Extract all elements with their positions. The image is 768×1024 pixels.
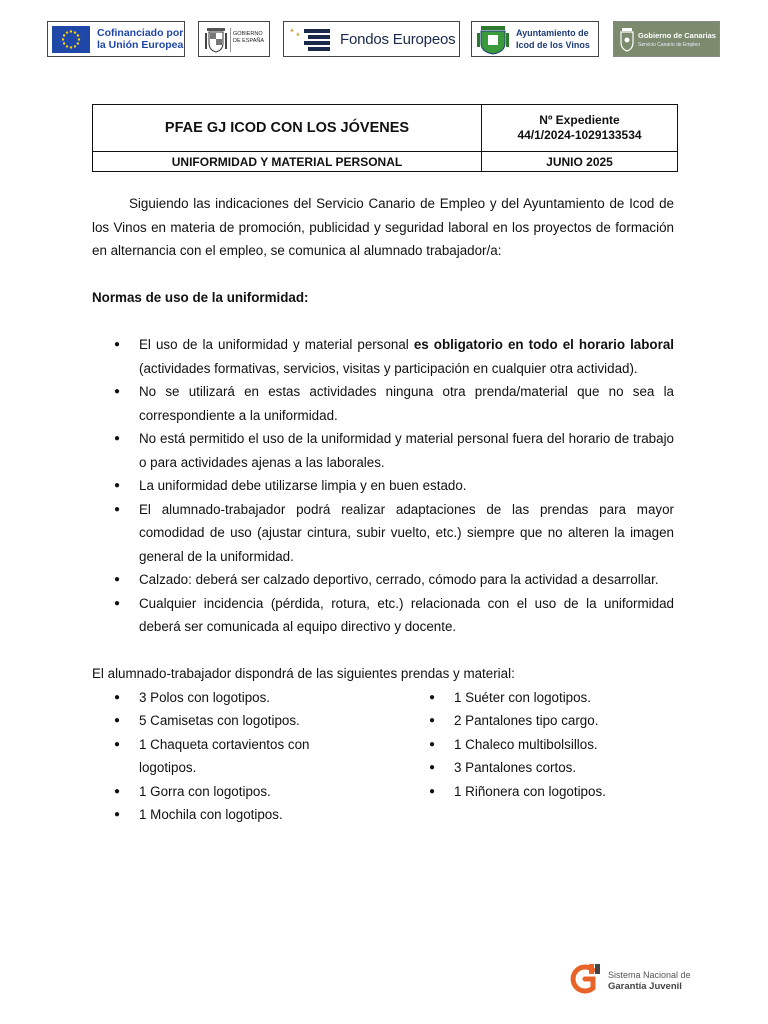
expediente-label: Nº Expediente — [539, 113, 620, 127]
footer-line1: Sistema Nacional de — [608, 970, 691, 980]
gobierno-espana-logo — [198, 21, 270, 57]
list-item: ● 1 Gorra con logotipos. — [92, 780, 339, 804]
icod-coat-of-arms-icon — [476, 25, 510, 55]
list-item: ● 1 Chaqueta cortavientos con logotipos. — [92, 733, 339, 780]
normas-list — [92, 333, 674, 639]
list-item: ● Calzado: deberá ser calzado deportivo, cerrado, cómodo para la actividad a desarrollar. — [92, 568, 674, 592]
expediente-number: 44/1/2024-1029133534 — [517, 128, 642, 142]
fondos-europeos-logo — [283, 21, 460, 57]
ayuntamiento-logo-text: Ayuntamiento de Icod de los Vinos — [516, 28, 590, 50]
eu-cofinanciado-logo — [47, 21, 185, 57]
garantia-juvenil-logo — [567, 962, 707, 996]
prendas-intro: El alumnado-trabajador dispondrá de las siguientes prendas y material: — [92, 666, 515, 681]
garantia-juvenil-mark-icon — [567, 962, 601, 996]
project-title: PFAE GJ ICOD CON LOS JÓVENES — [93, 105, 482, 152]
divider — [230, 28, 231, 52]
prendas-list-left — [92, 686, 407, 827]
prendas-columns — [92, 686, 674, 827]
canarias-logo-subtitle: Servicio Canario de Empleo — [638, 42, 700, 48]
normas-heading: Normas de uso de la uniformidad: — [92, 290, 309, 305]
list-item: ● 3 Polos con logotipos. — [92, 686, 339, 710]
list-item: ● No se utilizará en estas actividades ninguna otra prenda/material que no sea la correspondiente a la uniformidad. — [92, 380, 674, 427]
emphasis-text: es obligatorio en todo el horario laboral — [413, 337, 674, 352]
document-body — [92, 192, 674, 827]
eu-flag-icon — [52, 26, 90, 53]
list-item: ● La uniformidad debe utilizarse limpia y en buen estado. — [92, 474, 674, 498]
list-item: ● 3 Pantalones cortos. — [407, 756, 606, 780]
footer-line2: Garantía Juvenil — [608, 981, 682, 992]
list-item: ● No está permitido el uso de la uniformidad y material personal fuera del horario de trabajo o para actividades ajenas a las laborales. — [92, 427, 674, 474]
list-item: ● 1 Suéter con logotipos. — [407, 686, 606, 710]
logo-bar — [0, 21, 768, 59]
document-header-table — [92, 104, 678, 172]
document-subtitle: UNIFORMIDAD Y MATERIAL PERSONAL — [93, 152, 482, 172]
prendas-list-right — [407, 686, 606, 827]
fondos-logo-text: Fondos Europeos — [340, 31, 456, 48]
ayuntamiento-icod-logo — [471, 21, 599, 57]
canarias-logo-title: Gobierno de Canarias — [638, 31, 716, 40]
eu-logo-text: Cofinanciado por la Unión Europea — [97, 27, 184, 51]
expediente-cell — [482, 105, 678, 152]
fondos-europeos-mark-icon — [288, 26, 336, 54]
spain-coat-of-arms-icon — [205, 27, 227, 53]
list-item: ● Cualquier incidencia (pérdida, rotura, etc.) relacionada con el uso de la uniformidad deberá ser comunicada al equipo directivo y docente. — [92, 592, 674, 639]
list-item: ● 2 Pantalones tipo cargo. — [407, 709, 606, 733]
gobierno-logo-text: GOBIERNO DE ESPAÑA — [233, 31, 265, 44]
list-item: ● 1 Chaleco multibolsillos. — [407, 733, 606, 757]
document-date: JUNIO 2025 — [482, 152, 678, 172]
intro-paragraph: Siguiendo las indicaciones del Servicio Canario de Empleo y del Ayuntamiento de Icod de los Vinos en materia de promoción, publicidad y seguridad laboral en los proyectos de formación en alternancia con el empleo, se comunica al alumnado trabajador/a: — [92, 196, 674, 258]
gobierno-canarias-logo — [613, 21, 720, 57]
list-item: ● El alumnado-trabajador podrá realizar adaptaciones de las prendas para mayor comodidad de uso (ajustar cintura, subir vuelto, etc.) siempre que no alteren la imagen general de la uniformidad. — [92, 498, 674, 569]
list-item: ● El uso de la uniformidad y material personal es obligatorio en todo el horario laboral (actividades formativas, servicios, visitas y participación en cualquier otra actividad). — [92, 333, 674, 380]
list-item: ● 1 Riñonera con logotipos. — [407, 780, 606, 804]
canarias-coat-of-arms-icon — [619, 27, 635, 52]
list-item: ● 1 Mochila con logotipos. — [92, 803, 339, 827]
list-item: ● 5 Camisetas con logotipos. — [92, 709, 339, 733]
